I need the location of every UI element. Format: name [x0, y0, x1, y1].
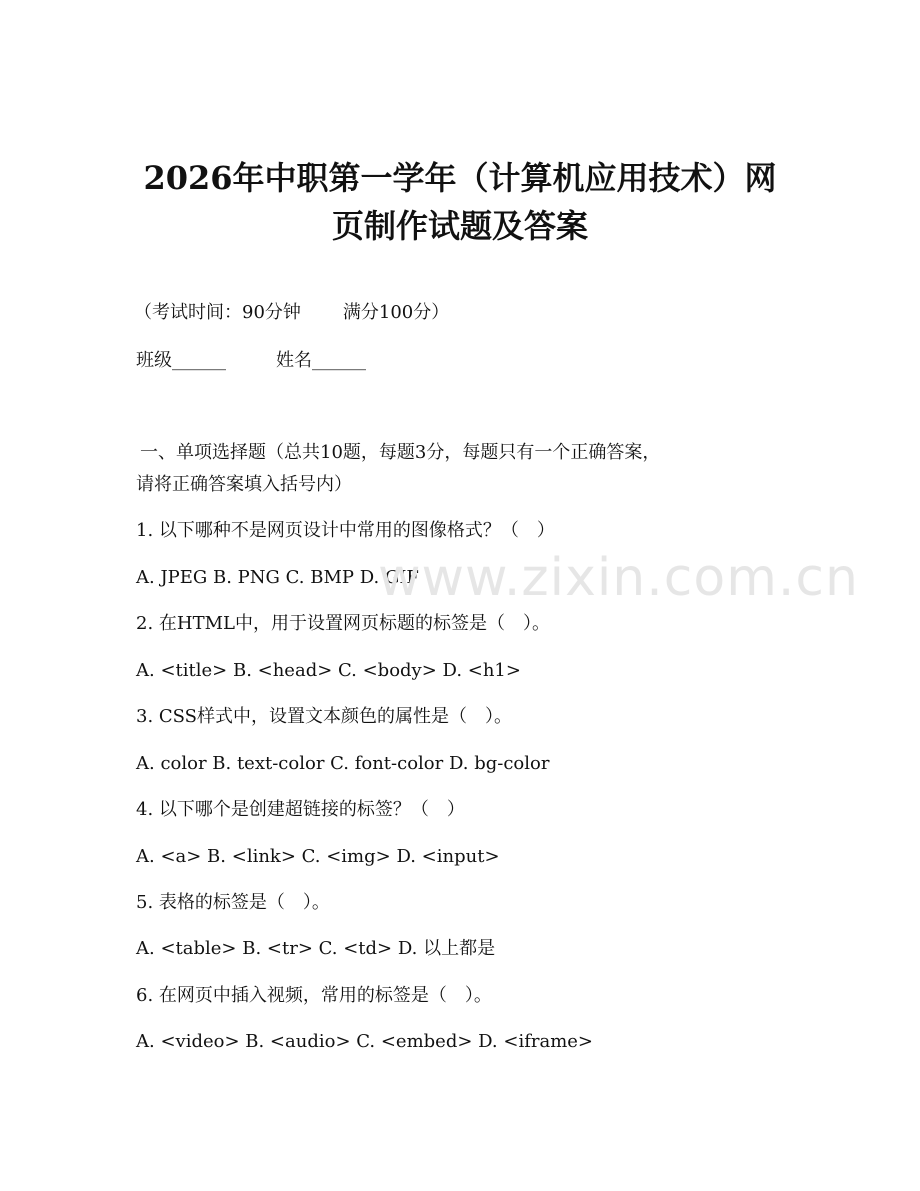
question-5: 5. 表格的标签是（ ）。 [136, 892, 330, 913]
document-title-line-1: 2026年中职第一学年（计算机应用技术）网 [143, 159, 777, 197]
class-field-label: 班级______ [136, 350, 226, 371]
section-heading-line-2: 请将正确答案填入括号内） [136, 474, 352, 495]
question-3-options: A. color B. text-color C. font-color D. bg-color [136, 753, 550, 774]
watermark: www.zixin.com.cn [378, 548, 859, 608]
question-2-options: A. <title> B. <head> C. <body> D. <h1> [136, 660, 521, 681]
name-field-label: 姓名______ [276, 350, 366, 371]
question-6-options: A. <video> B. <audio> C. <embed> D. <iframe> [136, 1031, 594, 1052]
question-4: 4. 以下哪个是创建超链接的标签？（ ） [136, 799, 465, 820]
question-3: 3. CSS样式中，设置文本颜色的属性是（ ）。 [136, 706, 513, 727]
question-6: 6. 在网页中插入视频，常用的标签是（ ）。 [136, 985, 492, 1006]
exam-score: 满分100分） [342, 302, 450, 323]
question-5-options: A. <table> B. <tr> C. <td> D. 以上都是 [136, 938, 496, 959]
student-info [136, 348, 366, 374]
exam-meta [134, 300, 449, 326]
section-heading-line-1: 一、单项选择题（总共10题，每题3分，每题只有一个正确答案， [140, 442, 661, 463]
question-1: 1. 以下哪种不是网页设计中常用的图像格式？（ ） [136, 520, 555, 541]
question-4-options: A. <a> B. <link> C. <img> D. <input> [136, 846, 500, 867]
document-title-line-2: 页制作试题及答案 [331, 207, 588, 245]
question-1-options: A. JPEG B. PNG C. BMP D. GIF [136, 567, 419, 588]
exam-time: （考试时间：90分钟 [134, 302, 301, 323]
question-2: 2. 在HTML中，用于设置网页标题的标签是（ ）。 [136, 613, 550, 634]
